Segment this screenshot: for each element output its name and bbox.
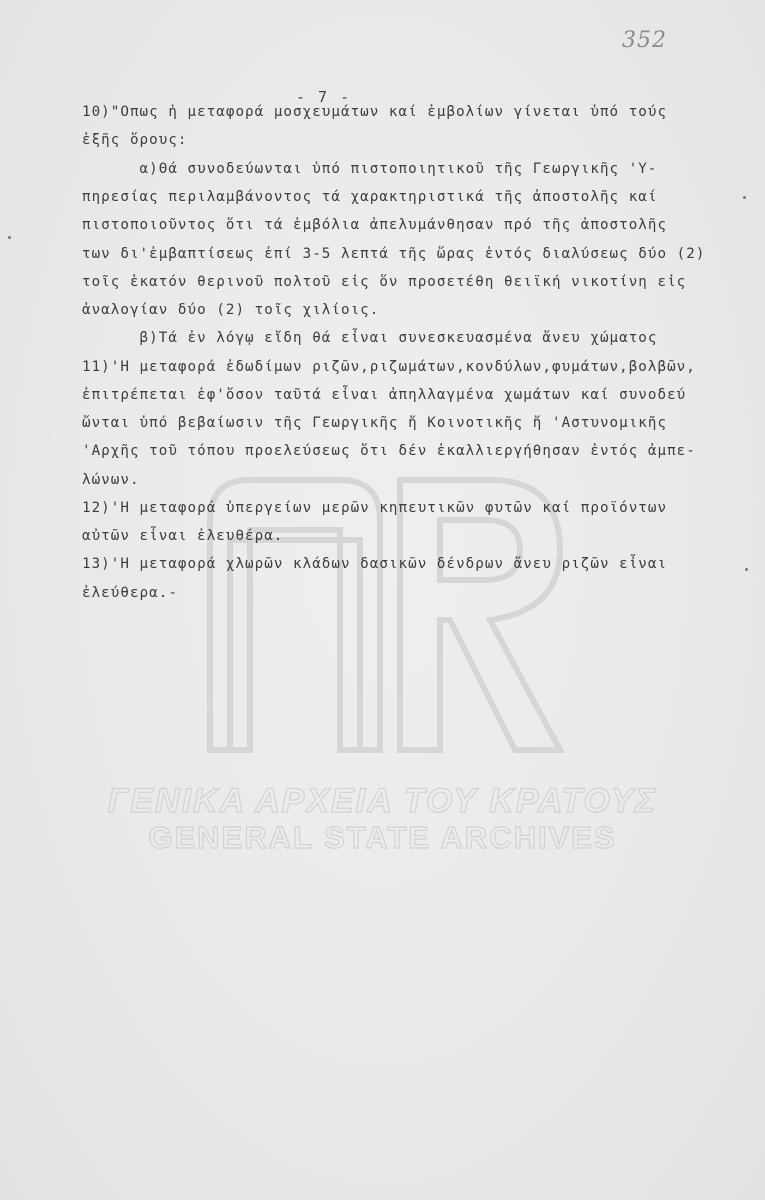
- text-line: ἀναλογίαν δύο (2) τοῖς χιλίοις.: [82, 302, 380, 318]
- text-line: 12)'Η μεταφορά ὑπεργείων μερῶν κηπευτικῶν φυτῶν καί προϊόντων: [82, 500, 668, 516]
- text-line: β)Τά ἐν λόγῳ εἴδη θά εἶναι συνεσκευασμένα ἄνευ χώματος: [82, 330, 658, 346]
- text-line: 10)"Οπως ἡ μεταφορά μοσχευμάτων καί ἐμβολίων γίνεται ὑπό τούς: [82, 104, 668, 120]
- watermark-greek-text: ΓΕΝΙΚΑ ΑΡΧΕΙΑ ΤΟΥ ΚΡΑΤΟΥΣ: [107, 782, 658, 820]
- watermark-english-text: GENERAL STATE ARCHIVES: [148, 820, 617, 855]
- text-line: λώνων.: [82, 472, 140, 488]
- text-line: αὐτῶν εἶναι ἐλευθέρα.: [82, 528, 284, 544]
- folio-number: 352: [622, 28, 667, 53]
- text-line: 13)'Η μεταφορά χλωρῶν κλάδων δασικῶν δένδρων ἄνευ ριζῶν εἶναι: [82, 556, 668, 572]
- text-line: τοῖς ἑκατόν θερινοῦ πολτοῦ εἰς ὅν προσετέθη θειϊκή νικοτίνη εἰς: [82, 274, 687, 290]
- text-line: ἐπιτρέπεται ἐφ'ὅσον ταῦτά εἶναι ἀπηλλαγμένα χωμάτων καί συνοδεύ: [82, 387, 687, 403]
- text-line: α)Θά συνοδεύωνται ὑπό πιστοποιητικοῦ τῆς Γεωργικῆς 'Υ-: [82, 161, 658, 177]
- scan-speck: [8, 236, 11, 239]
- scan-speck: [743, 196, 746, 199]
- text-line: των δι'ἐμβαπτίσεως ἐπί 3-5 λεπτά τῆς ὥρας ἐντός διαλύσεως δύο (2): [82, 246, 706, 262]
- text-line: ἐλεύθερα.-: [82, 585, 178, 601]
- page-number: - 7 -: [296, 88, 352, 106]
- text-line: 'Αρχῆς τοῦ τόπου προελεύσεως ὅτι δέν ἐκαλλιεργήθησαν ἐντός ἀμπε-: [82, 443, 696, 459]
- text-line: πιστοποιοῦντος ὅτι τά ἐμβόλια ἀπελυμάνθησαν πρό τῆς ἀποστολῆς: [82, 217, 668, 233]
- text-line: 11)'Η μεταφορά ἐδωδίμων ριζῶν,ριζωμάτων,κονδύλων,φυμάτων,βολβῶν,: [82, 359, 696, 375]
- text-line: ἑξῆς ὅρους:: [82, 132, 188, 148]
- text-line: ὤνται ὑπό βεβαίωσιν τῆς Γεωργικῆς ἤ Κοινοτικῆς ἤ 'Αστυνομικῆς: [82, 415, 668, 431]
- text-line: πηρεσίας περιλαμβάνοντος τά χαρακτηριστικά τῆς ἀποστολῆς καί: [82, 189, 658, 205]
- scan-speck: [745, 568, 748, 571]
